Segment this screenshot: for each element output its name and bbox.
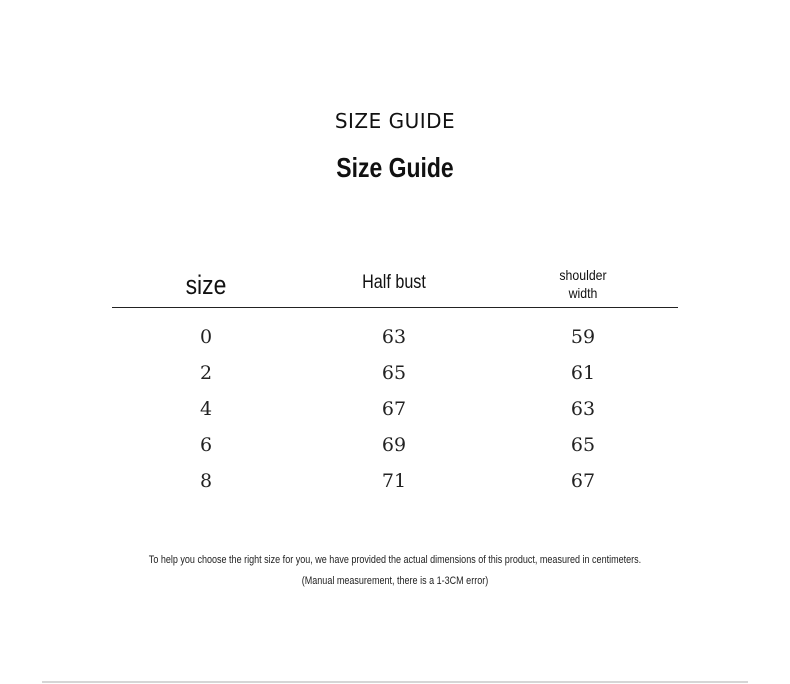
cell-half-bust: 65 xyxy=(381,362,407,384)
table-row xyxy=(112,320,678,356)
cell-half-bust: 69 xyxy=(381,434,407,456)
cell-size: 2 xyxy=(199,362,213,384)
measurement-error-note: (Manual measurement, there is a 1-3CM error) xyxy=(301,575,489,587)
table-row xyxy=(112,428,678,464)
table-body xyxy=(112,320,678,500)
cell-shoulder-width: 67 xyxy=(570,470,596,492)
table-row xyxy=(112,464,678,500)
cell-shoulder-width: 63 xyxy=(570,398,596,420)
column-header-shoulder-line2: width xyxy=(568,285,598,301)
table-header xyxy=(112,262,678,307)
page-subtitle: Size Guide xyxy=(336,152,454,183)
bottom-divider xyxy=(42,681,748,683)
page-title: SIZE GUIDE xyxy=(334,109,456,133)
cell-half-bust: 71 xyxy=(381,470,407,492)
column-header-size: size xyxy=(185,270,227,300)
cell-shoulder-width: 65 xyxy=(570,434,596,456)
cell-half-bust: 63 xyxy=(381,326,407,348)
column-header-shoulder-width xyxy=(530,266,636,302)
table-row xyxy=(112,356,678,392)
cell-size: 8 xyxy=(199,470,213,492)
cell-shoulder-width: 61 xyxy=(570,362,596,384)
header-divider xyxy=(112,307,678,308)
measurement-note: To help you choose the right size for you, we have provided the actual dimensions of this product, measured in centimeters. xyxy=(148,554,642,566)
cell-shoulder-width: 59 xyxy=(570,326,596,348)
cell-half-bust: 67 xyxy=(381,398,407,420)
table-row xyxy=(112,392,678,428)
cell-size: 6 xyxy=(199,434,213,456)
column-header-shoulder-line1: shoulder xyxy=(559,267,607,283)
cell-size: 0 xyxy=(199,326,213,348)
column-header-half-bust: Half bust xyxy=(362,272,426,293)
cell-size: 4 xyxy=(199,398,213,420)
